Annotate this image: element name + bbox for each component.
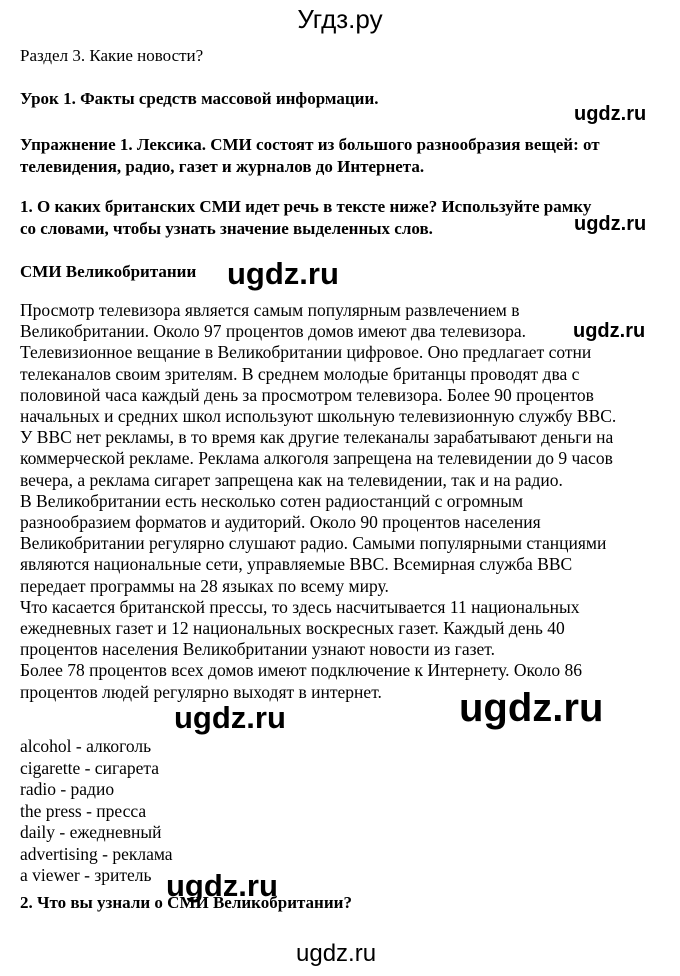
vocabulary-item: a viewer - зритель [20,865,152,885]
body-line: коммерческой рекламе. Реклама алкоголя запрещена на телевидении до 9 часов [20,448,613,469]
section-heading: Раздел 3. Какие новости? [20,46,204,65]
vocabulary-item: cigarette - сигарета [20,757,160,778]
vocabulary-item: the press - пресса [20,800,147,821]
task-1-heading [20,196,591,240]
watermark: ugdz.ru [227,256,339,291]
watermark: ugdz.ru [573,320,646,342]
task-1-line: 1. О каких британских СМИ идет речь в тексте ниже? Используйте рамку [20,197,592,216]
watermark: ugdz.ru [574,103,647,125]
body-line: Великобритании. Около 97 процентов домов имеют два телевизора. [20,321,526,342]
watermark: ugdz.ru [296,940,377,967]
body-line: Более 78 процентов всех домов имеют подключение к Интернету. Около 86 [20,660,582,681]
body-line: вечера, а реклама сигарет запрещена как на телевидении, так и на радио. [20,469,563,490]
body-line: Телевизионное вещание в Великобритании цифровое. Оно предлагает сотни [20,342,592,363]
body-line: начальных и средних школ используют школьную телевизионную службу BBC. [20,406,617,427]
body-line: Просмотр телевизора является самым популярным развлечением в [20,300,520,320]
site-title: Угдз.ру [297,4,383,34]
lesson-heading: Урок 1. Факты средств массовой информации. [20,89,379,108]
vocabulary-item: alcohol - алкоголь [20,736,152,756]
watermark: ugdz.ru [574,213,647,235]
watermark: ugdz.ru [166,868,278,903]
body-line: Что касается британской прессы, то здесь насчитывается 11 национальных [20,596,580,617]
vocabulary-list [20,736,173,887]
exercise-heading [20,134,600,178]
watermark: ugdz.ru [174,700,286,735]
vocabulary-item: daily - ежедневный [20,822,162,842]
watermark: ugdz.ru [459,686,604,730]
body-line: процентов населения Великобритании узнают новости из газет. [20,639,495,660]
body-text [20,300,616,703]
body-line: половиной часа каждый день за просмотром телевизора. Более 90 процентов [20,384,594,405]
body-line: В Великобритании есть несколько сотен радиостанций с огромным [20,490,524,511]
vocabulary-item: advertising - реклама [20,843,173,864]
body-line: У BBC нет рекламы, в то время как другие телеканалы зарабатывают деньги на [20,427,614,448]
task-1-line: со словами, чтобы узнать значение выделенных слов. [20,219,433,238]
text-title: СМИ Великобритании [20,262,197,281]
body-line: телеканалов своим зрителям. В среднем молодые британцы проводят два с [20,363,580,384]
body-line: разнообразием форматов и аудиторий. Около 90 процентов населения [20,512,541,533]
exercise-line: Упражнение 1. Лексика. СМИ состоят из большого разнообразия вещей: от [20,135,600,154]
body-line: передает программы на 28 языках по всему миру. [20,575,389,596]
body-line: процентов людей регулярно выходят в интернет. [20,681,382,702]
vocabulary-item: radio - радио [20,779,115,799]
exercise-line: телевидения, радио, газет и журналов до Интернета. [20,157,425,176]
body-line: ежедневных газет и 12 национальных воскресных газет. Каждый день 40 [20,618,565,639]
task-2-heading: 2. Что вы узнали о СМИ Великобритании? [20,893,352,912]
body-line: являются национальные сети, управляемые BBC. Всемирная служба BBC [20,554,573,575]
body-line: Великобритании регулярно слушают радио. Самыми популярными станциями [20,533,607,554]
